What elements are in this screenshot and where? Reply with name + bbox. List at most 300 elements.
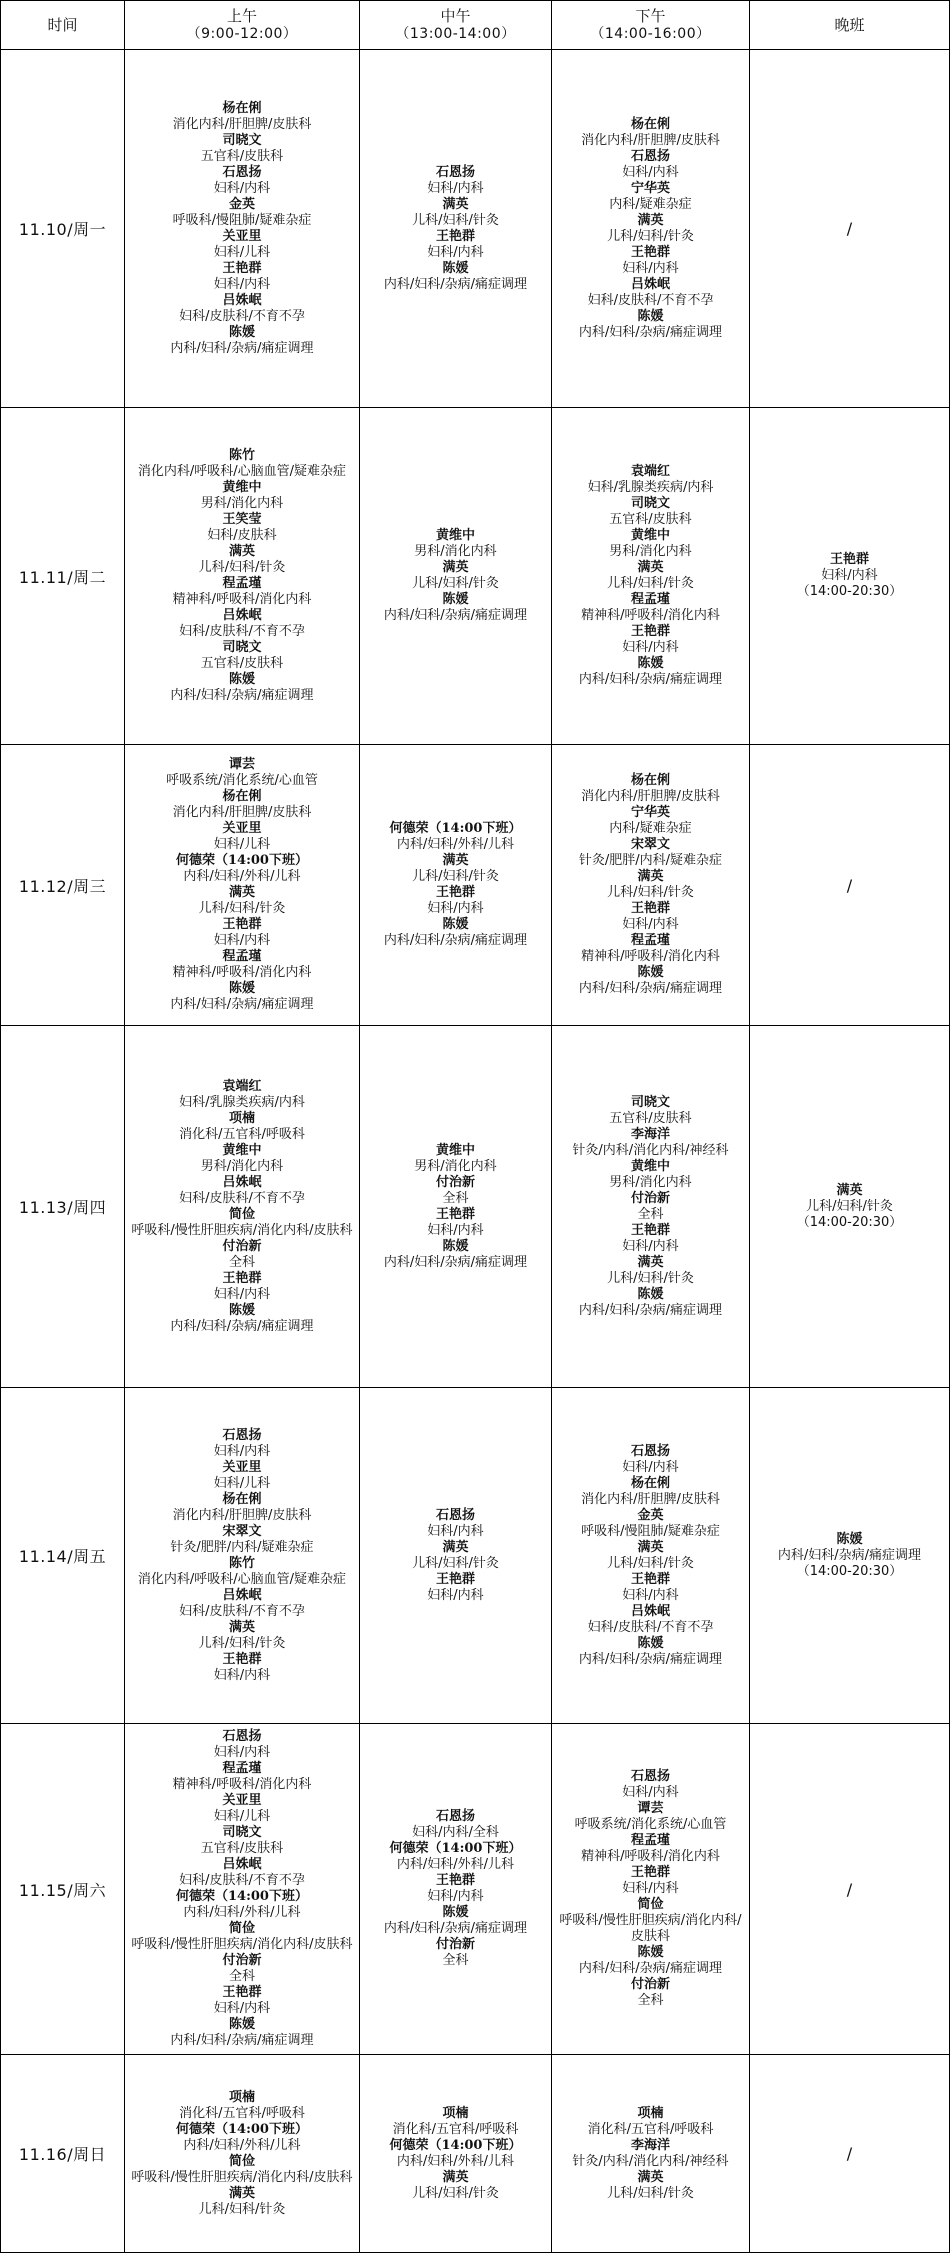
doctor-departments: 妇科/皮肤科/不育不孕 — [587, 1619, 714, 1635]
doctor-departments: 内科/妇科/杂病/痛症调理 — [383, 1254, 528, 1270]
morning-cell — [125, 1724, 360, 2055]
header-afternoon: 下午 （14:00-16:00） — [552, 1, 750, 50]
doctor-name: 王艳群 — [222, 1985, 262, 2000]
doctor-name: 杨在俐 — [222, 1491, 262, 1507]
doctor-name: 满英 — [442, 853, 469, 868]
day-label: 11.15/周六 — [1, 1724, 125, 2055]
doctor-name: 满英 — [228, 885, 255, 900]
doctor-departments: 全科 — [228, 1969, 255, 1984]
doctor-name: 王艳群 — [630, 244, 670, 260]
doctor-departments: 妇科/内科 — [427, 180, 484, 196]
doctor-name: 王艳群 — [435, 1206, 475, 1222]
doctor-departments: 全科 — [442, 1953, 469, 1968]
doctor-name: 袁端红 — [630, 464, 670, 479]
shift-time: （14:00-20:30） — [796, 1563, 903, 1579]
doctor-departments: 妇科/乳腺类疾病/内科 — [179, 1094, 305, 1110]
doctor-departments: 妇科/内科/全科 — [412, 1825, 499, 1840]
doctor-departments: 妇科/内科 — [213, 1286, 271, 1302]
doctor-departments: 消化内科/呼吸科/心脑血管/疑难杂症 — [137, 1571, 347, 1587]
doctor-name: 陈媛 — [228, 1302, 255, 1318]
doctor-departments: 皮肤科 — [630, 1929, 670, 1944]
doctor-departments: 妇科/内科 — [821, 568, 878, 583]
doctor-departments: 妇科/皮肤科/不育不孕 — [179, 624, 305, 639]
doctor-departments: 妇科/内科 — [213, 1443, 271, 1459]
morning-cell — [125, 408, 360, 745]
doctor-name: 黄维中 — [435, 1142, 475, 1158]
doctor-name: 杨在俐 — [630, 116, 670, 132]
evening-cell — [750, 1724, 950, 2055]
doctor-departments: 呼吸科/慢性肝胆疾病/消化内科/皮肤科 — [131, 2169, 353, 2185]
doctor-name: 李海洋 — [630, 1126, 670, 1142]
doctor-departments: 男科/消化内科 — [414, 544, 497, 559]
doctor-departments: 内科/妇科/杂病/痛症调理 — [383, 608, 528, 623]
doctor-departments: 儿科/妇科/针灸 — [607, 228, 694, 244]
doctor-name: 满英 — [637, 1539, 664, 1555]
doctor-departments: 呼吸科/慢性肝胆疾病/消化内科/皮肤科 — [131, 1222, 353, 1238]
doctor-name: 石恩扬 — [222, 1729, 262, 1744]
doctor-departments: 消化科/五官科/呼吸科 — [392, 2121, 519, 2137]
doctor-name: 付治新 — [222, 1953, 262, 1968]
afternoon-cell — [552, 2055, 750, 2253]
doctor-departments: 妇科/皮肤科/不育不孕 — [179, 1190, 305, 1206]
doctor-departments: 五官科/皮肤科 — [200, 656, 284, 671]
doctor-departments: 儿科/妇科/针灸 — [198, 901, 286, 916]
doctor-name: 王艳群 — [630, 1571, 670, 1587]
doctor-name: 何德荣（14:00下班） — [389, 2137, 522, 2153]
doctor-departments: 儿科/妇科/针灸 — [607, 1555, 694, 1571]
doctor-name: 何德荣（14:00下班） — [176, 1889, 308, 1904]
doctor-departments: 妇科/内科 — [622, 1459, 679, 1475]
doctor-name: 黄维中 — [222, 480, 262, 495]
doctor-name: 王笑莹 — [222, 512, 262, 527]
doctor-name: 项楠 — [637, 2105, 664, 2121]
doctor-departments: 五官科/皮肤科 — [609, 1110, 692, 1126]
doctor-departments: 儿科/妇科/针灸 — [806, 1198, 893, 1214]
day-label: 11.10/周一 — [1, 50, 125, 408]
doctor-departments: 内科/妇科/外科/儿科 — [183, 869, 301, 884]
doctor-departments: 妇科/皮肤科/不育不孕 — [179, 1603, 305, 1619]
doctor-name: 谭芸 — [637, 1801, 664, 1816]
doctor-name: 关亚里 — [222, 821, 262, 836]
doctor-name: 程孟瑾 — [630, 1833, 670, 1848]
doctor-name: 谭芸 — [228, 757, 255, 772]
morning-cell — [125, 745, 360, 1026]
doctor-departments: 妇科/儿科 — [213, 837, 271, 852]
doctor-departments: 男科/消化内科 — [414, 1158, 497, 1174]
doctor-departments: 内科/妇科/杂病/痛症调理 — [383, 933, 528, 948]
doctor-name: 司晓文 — [222, 1825, 262, 1840]
doctor-name: 陈媛 — [637, 1945, 664, 1960]
doctor-name: 司晓文 — [222, 640, 262, 655]
day-label: 11.14/周五 — [1, 1388, 125, 1724]
doctor-departments: 针灸/肥胖/内科/疑难杂症 — [578, 853, 723, 868]
doctor-name: 陈媛 — [442, 260, 469, 276]
doctor-name: 项楠 — [228, 1110, 255, 1126]
doctor-name: 宋翠文 — [222, 1523, 262, 1539]
doctor-name: 杨在俐 — [222, 789, 262, 804]
doctor-name: 陈竹 — [228, 1555, 255, 1571]
doctor-departments: 全科 — [637, 1206, 664, 1222]
doctor-departments: 内科/妇科/杂病/痛症调理 — [383, 1921, 528, 1936]
doctor-departments: 精神科/呼吸科/消化内科 — [172, 1777, 312, 1792]
doctor-departments: 消化内科/肝胆脾/皮肤科 — [172, 116, 312, 132]
morning-cell — [125, 1026, 360, 1388]
evening-cell — [750, 2055, 950, 2253]
day-label: 11.11/周二 — [1, 408, 125, 745]
no-shift-mark: / — [846, 219, 853, 238]
doctor-name: 宋翠文 — [630, 837, 670, 852]
doctor-departments: 男科/消化内科 — [200, 496, 284, 511]
doctor-name: 宁华英 — [630, 180, 670, 196]
doctor-departments: 五官科/皮肤科 — [200, 1841, 284, 1856]
doctor-departments: 妇科/内科 — [427, 1889, 484, 1904]
doctor-name: 吕姝岷 — [222, 1857, 262, 1872]
doctor-departments: 儿科/妇科/针灸 — [412, 212, 499, 228]
doctor-departments: 妇科/儿科 — [213, 1475, 271, 1491]
doctor-departments: 内科/妇科/杂病/痛症调理 — [170, 688, 314, 703]
doctor-departments: 儿科/妇科/针灸 — [412, 1555, 499, 1571]
doctor-departments: 妇科/内科 — [622, 1587, 679, 1603]
evening-cell — [750, 1026, 950, 1388]
doctor-departments: 全科 — [637, 1993, 664, 2008]
doctor-departments: 内科/妇科/杂病/痛症调理 — [578, 1961, 723, 1976]
day-row — [1, 408, 950, 745]
no-shift-mark: / — [846, 875, 853, 895]
doctor-departments: 妇科/内科 — [622, 164, 679, 180]
doctor-name: 何德荣（14:00下班） — [176, 2121, 308, 2137]
doctor-name: 关亚里 — [222, 1459, 262, 1475]
noon-cell — [360, 745, 552, 1026]
doctor-departments: 妇科/皮肤科/不育不孕 — [587, 292, 714, 308]
doctor-departments: 精神科/呼吸科/消化内科 — [581, 1849, 720, 1864]
doctor-name: 满英 — [442, 196, 469, 212]
schedule-body — [1, 50, 950, 2253]
doctor-departments: 内科/妇科/杂病/痛症调理 — [170, 1318, 314, 1334]
doctor-departments: 内科/疑难杂症 — [609, 196, 692, 212]
afternoon-cell — [552, 1388, 750, 1724]
doctor-name: 石恩扬 — [435, 1809, 475, 1824]
doctor-departments: 妇科/内科 — [427, 901, 484, 916]
doctor-name: 石恩扬 — [630, 148, 670, 164]
doctor-name: 项楠 — [442, 2105, 469, 2121]
doctor-departments: 儿科/妇科/针灸 — [607, 885, 694, 900]
day-row — [1, 2055, 950, 2253]
doctor-name: 袁端红 — [222, 1078, 262, 1094]
afternoon-cell — [552, 1724, 750, 2055]
doctor-departments: 妇科/内科 — [427, 1587, 484, 1603]
noon-cell — [360, 1026, 552, 1388]
doctor-departments: 内科/妇科/杂病/痛症调理 — [578, 981, 723, 996]
doctor-name: 王艳群 — [630, 624, 670, 639]
doctor-name: 王艳群 — [222, 1270, 262, 1286]
doctor-name: 陈媛 — [442, 592, 469, 607]
doctor-departments: 内科/妇科/外科/儿科 — [396, 2153, 515, 2169]
doctor-name: 王艳群 — [435, 1571, 475, 1587]
doctor-departments: 妇科/内科 — [427, 244, 484, 260]
doctor-departments: 消化内科/肝胆脾/皮肤科 — [172, 805, 312, 820]
day-row — [1, 745, 950, 1026]
noon-cell — [360, 50, 552, 408]
doctor-name: 满英 — [228, 2185, 255, 2201]
doctor-name: 陈媛 — [442, 1238, 469, 1254]
doctor-name: 李海洋 — [630, 2137, 670, 2153]
doctor-departments: 精神科/呼吸科/消化内科 — [581, 608, 720, 623]
doctor-departments: 妇科/内科 — [622, 1785, 679, 1800]
doctor-name: 王艳群 — [222, 260, 262, 276]
doctor-name: 简俭 — [228, 2153, 255, 2169]
doctor-departments: 妇科/内科 — [213, 933, 271, 948]
doctor-name: 石恩扬 — [435, 1507, 475, 1523]
doctor-name: 石恩扬 — [435, 164, 475, 180]
doctor-departments: 呼吸系统/消化系统/心血管 — [574, 1817, 727, 1832]
doctor-name: 王艳群 — [630, 1222, 670, 1238]
doctor-name: 陈媛 — [637, 965, 664, 980]
doctor-departments: 儿科/妇科/针灸 — [607, 1270, 694, 1286]
doctor-name: 金英 — [637, 1507, 664, 1523]
doctor-name: 吕姝岷 — [222, 292, 262, 308]
afternoon-cell — [552, 50, 750, 408]
doctor-departments: 内科/妇科/外科/儿科 — [396, 1857, 515, 1872]
doctor-departments: 消化内科/肝胆脾/皮肤科 — [581, 132, 720, 148]
evening-cell — [750, 1388, 950, 1724]
doctor-name: 简俭 — [637, 1897, 664, 1912]
doctor-name: 陈竹 — [228, 448, 255, 463]
doctor-name: 满英 — [637, 1254, 664, 1270]
doctor-departments: 妇科/内科 — [622, 260, 679, 276]
doctor-departments: 内科/妇科/外科/儿科 — [183, 1905, 301, 1920]
doctor-name: 何德荣（14:00下班） — [389, 1841, 522, 1856]
doctor-name: 王艳群 — [435, 1873, 475, 1888]
doctor-name: 程孟瑾 — [222, 949, 262, 964]
doctor-departments: 内科/妇科/杂病/痛症调理 — [170, 340, 314, 356]
doctor-departments: 妇科/乳腺类疾病/内科 — [587, 480, 714, 495]
doctor-departments: 呼吸科/慢性肝胆疾病/消化内科/ — [559, 1913, 742, 1928]
doctor-departments: 妇科/内科 — [213, 180, 271, 196]
doctor-name: 王艳群 — [630, 1865, 670, 1880]
doctor-name: 陈媛 — [836, 1531, 863, 1547]
doctor-name: 王艳群 — [435, 228, 475, 244]
doctor-departments: 消化科/五官科/呼吸科 — [587, 2121, 714, 2137]
doctor-name: 项楠 — [228, 2089, 255, 2105]
doctor-name: 司晓文 — [222, 132, 262, 148]
doctor-name: 吕姝岷 — [222, 1587, 262, 1603]
doctor-departments: 妇科/内科 — [213, 1667, 271, 1683]
doctor-name: 石恩扬 — [222, 164, 262, 180]
day-label: 11.13/周四 — [1, 1026, 125, 1388]
doctor-departments: 妇科/内科 — [622, 917, 679, 932]
doctor-name: 简俭 — [228, 1206, 255, 1222]
doctor-departments: 消化内科/肝胆脾/皮肤科 — [581, 1491, 720, 1507]
doctor-name: 吕姝岷 — [222, 608, 262, 623]
doctor-departments: 内科/妇科/杂病/痛症调理 — [777, 1547, 922, 1563]
doctor-departments: 针灸/内科/消化内科/神经科 — [572, 2153, 729, 2169]
noon-cell — [360, 1388, 552, 1724]
doctor-name: 陈媛 — [442, 917, 469, 932]
doctor-departments: 妇科/内科 — [213, 276, 271, 292]
doctor-departments: 男科/消化内科 — [609, 1174, 692, 1190]
doctor-name: 王艳群 — [630, 901, 670, 916]
doctor-name: 关亚里 — [222, 1793, 262, 1808]
doctor-name: 满英 — [637, 2169, 664, 2185]
doctor-name: 满英 — [228, 544, 255, 559]
doctor-name: 陈媛 — [228, 324, 255, 340]
doctor-departments: 消化内科/肝胆脾/皮肤科 — [581, 789, 720, 804]
doctor-departments: 内科/妇科/杂病/痛症调理 — [578, 1651, 723, 1667]
day-row — [1, 1026, 950, 1388]
doctor-name: 满英 — [637, 869, 664, 884]
doctor-departments: 全科 — [228, 1254, 255, 1270]
doctor-name: 满英 — [442, 560, 469, 575]
doctor-name: 陈媛 — [637, 1635, 664, 1651]
doctor-name: 黄维中 — [630, 1158, 670, 1174]
doctor-name: 何德荣（14:00下班） — [389, 821, 522, 836]
doctor-name: 付治新 — [222, 1238, 262, 1254]
doctor-departments: 内科/妇科/杂病/痛症调理 — [170, 2033, 314, 2048]
doctor-departments: 儿科/妇科/针灸 — [198, 560, 286, 575]
doctor-name: 王艳群 — [222, 1651, 262, 1667]
doctor-name: 王艳群 — [829, 552, 869, 567]
doctor-departments: 针灸/内科/消化内科/神经科 — [572, 1142, 729, 1158]
doctor-departments: 妇科/内科 — [622, 1238, 679, 1254]
doctor-name: 满英 — [228, 1619, 255, 1635]
noon-cell — [360, 408, 552, 745]
doctor-name: 满英 — [637, 212, 664, 228]
afternoon-cell — [552, 408, 750, 745]
doctor-name: 关亚里 — [222, 228, 262, 244]
doctor-departments: 儿科/妇科/针灸 — [607, 2185, 694, 2201]
doctor-name: 程孟瑾 — [630, 933, 670, 948]
morning-cell — [125, 1388, 360, 1724]
doctor-departments: 消化内科/肝胆脾/皮肤科 — [172, 1507, 312, 1523]
doctor-departments: 内科/妇科/杂病/痛症调理 — [170, 997, 314, 1012]
doctor-name: 陈媛 — [228, 2017, 255, 2032]
doctor-name: 吕姝岷 — [630, 276, 670, 292]
doctor-departments: 内科/妇科/外科/儿科 — [183, 2137, 301, 2153]
day-row — [1, 1388, 950, 1724]
doctor-name: 陈媛 — [228, 672, 255, 687]
day-label: 11.16/周日 — [1, 2055, 125, 2253]
doctor-departments: 妇科/皮肤科/不育不孕 — [179, 1873, 305, 1888]
no-shift-mark: / — [846, 1879, 853, 1899]
header-row — [1, 1, 950, 50]
doctor-departments: 呼吸科/慢阻肺/疑难杂症 — [172, 212, 312, 228]
doctor-departments: 儿科/妇科/针灸 — [198, 1635, 286, 1651]
doctor-name: 杨在俐 — [630, 1475, 670, 1491]
doctor-name: 宁华英 — [630, 805, 670, 820]
header-evening: 晚班 — [750, 1, 950, 50]
doctor-name: 满英 — [637, 560, 664, 575]
doctor-name: 程孟瑾 — [222, 1761, 262, 1776]
doctor-name: 黄维中 — [630, 528, 670, 543]
no-shift-mark: / — [846, 2144, 853, 2163]
doctor-name: 付治新 — [630, 1190, 670, 1206]
header-noon: 中午 （13:00-14:00） — [360, 1, 552, 50]
doctor-name: 杨在俐 — [630, 773, 670, 788]
doctor-departments: 五官科/皮肤科 — [609, 512, 692, 527]
doctor-departments: 妇科/儿科 — [213, 1809, 271, 1824]
doctor-name: 何德荣（14:00下班） — [176, 853, 308, 868]
doctor-name: 陈媛 — [228, 981, 255, 996]
doctor-name: 石恩扬 — [222, 1427, 262, 1443]
doctor-name: 付治新 — [630, 1977, 670, 1992]
doctor-departments: 儿科/妇科/针灸 — [607, 576, 694, 591]
day-row — [1, 1724, 950, 2055]
doctor-name: 石恩扬 — [630, 1769, 670, 1784]
doctor-name: 程孟瑾 — [630, 592, 670, 607]
doctor-departments: 妇科/内科 — [622, 640, 679, 655]
doctor-name: 陈媛 — [442, 1905, 469, 1920]
doctor-name: 满英 — [442, 1539, 469, 1555]
evening-cell — [750, 408, 950, 745]
doctor-departments: 儿科/妇科/针灸 — [412, 576, 499, 591]
doctor-departments: 全科 — [442, 1190, 469, 1206]
doctor-name: 吕姝岷 — [630, 1603, 670, 1619]
doctor-name: 付治新 — [435, 1174, 475, 1190]
doctor-departments: 内科/妇科/杂病/痛症调理 — [578, 1302, 723, 1318]
doctor-departments: 精神科/呼吸科/消化内科 — [172, 592, 312, 607]
doctor-name: 黄维中 — [435, 528, 475, 543]
doctor-departments: 呼吸科/慢性肝胆疾病/消化内科/皮肤科 — [131, 1937, 353, 1952]
doctor-name: 司晓文 — [630, 496, 670, 511]
doctor-departments: 消化内科/呼吸科/心脑血管/疑难杂症 — [137, 464, 347, 479]
doctor-departments: 男科/消化内科 — [200, 1158, 284, 1174]
doctor-departments: 妇科/内科 — [427, 1523, 484, 1539]
afternoon-cell — [552, 745, 750, 1026]
doctor-name: 程孟瑾 — [222, 576, 262, 591]
doctor-name: 杨在俐 — [222, 100, 262, 116]
evening-cell — [750, 50, 950, 408]
doctor-name: 石恩扬 — [630, 1443, 670, 1459]
doctor-departments: 内科/妇科/杂病/痛症调理 — [578, 324, 723, 340]
doctor-departments: 精神科/呼吸科/消化内科 — [172, 965, 312, 980]
doctor-name: 满英 — [836, 1182, 863, 1198]
doctor-departments: 男科/消化内科 — [609, 544, 692, 559]
doctor-departments: 妇科/儿科 — [213, 244, 271, 260]
doctor-departments: 妇科/内科 — [213, 1745, 271, 1760]
doctor-name: 王艳群 — [435, 885, 475, 900]
doctor-departments: 儿科/妇科/针灸 — [412, 869, 499, 884]
doctor-departments: 妇科/皮肤科 — [207, 528, 277, 543]
doctor-name: 陈媛 — [637, 1286, 664, 1302]
doctor-departments: 精神科/呼吸科/消化内科 — [581, 949, 720, 964]
doctor-departments: 消化科/五官科/呼吸科 — [179, 2105, 305, 2121]
day-label: 11.12/周三 — [1, 745, 125, 1026]
shift-time: （14:00-20:30） — [796, 1214, 903, 1230]
morning-cell — [125, 2055, 360, 2253]
shift-time: （14:00-20:30） — [796, 584, 903, 599]
doctor-name: 司晓文 — [630, 1094, 670, 1110]
doctor-name: 吕姝岷 — [222, 1174, 262, 1190]
header-morning: 上午 （9:00-12:00） — [125, 1, 360, 50]
noon-cell — [360, 1724, 552, 2055]
doctor-name: 满英 — [442, 2169, 469, 2185]
doctor-departments: 妇科/内科 — [622, 1881, 679, 1896]
doctor-departments: 呼吸科/慢阻肺/疑难杂症 — [581, 1523, 720, 1539]
doctor-departments: 针灸/肥胖/内科/疑难杂症 — [170, 1539, 314, 1555]
noon-cell — [360, 2055, 552, 2253]
doctor-departments: 消化科/五官科/呼吸科 — [179, 1126, 305, 1142]
afternoon-cell — [552, 1026, 750, 1388]
doctor-departments: 妇科/内科 — [213, 2001, 271, 2016]
doctor-departments: 呼吸系统/消化系统/心血管 — [166, 773, 318, 788]
doctor-departments: 内科/疑难杂症 — [609, 821, 692, 836]
doctor-departments: 内科/妇科/杂病/痛症调理 — [383, 276, 528, 292]
doctor-departments: 五官科/皮肤科 — [200, 148, 284, 164]
header-time: 时间 — [1, 1, 125, 50]
doctor-name: 金英 — [228, 196, 255, 212]
doctor-departments: 内科/妇科/外科/儿科 — [396, 837, 515, 852]
doctor-name: 付治新 — [435, 1937, 475, 1952]
